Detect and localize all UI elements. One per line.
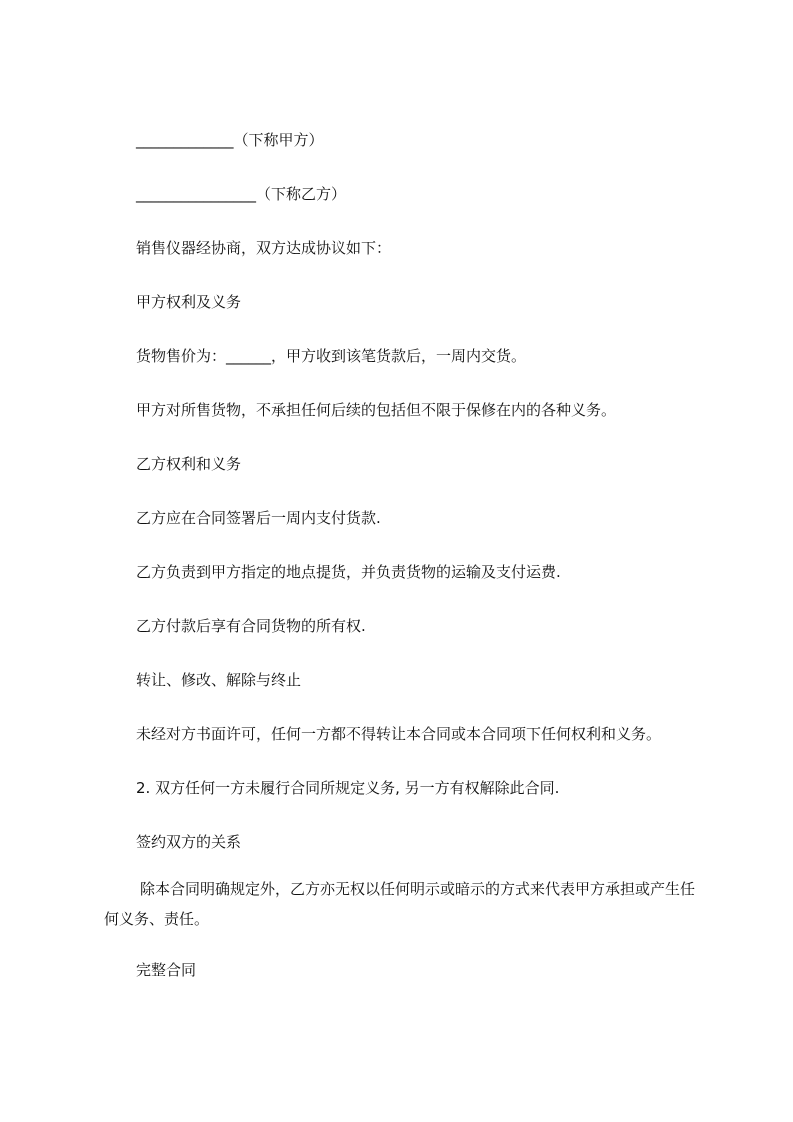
party-a-line: _____________（下称甲方） <box>136 131 324 149</box>
party-b-line: ________________（下称乙方） <box>136 185 347 203</box>
section-c-title: 转让、修改、解除与终止 <box>136 671 302 689</box>
a-item-1: 货物售价为：______，甲方收到该笔货款后，一周内交货。 <box>136 347 527 365</box>
d-item-1: 除本合同明确规定外，乙方亦无权以任何明示或暗示的方式来代表甲方承担或产生任何义务、责任。 <box>104 880 696 928</box>
b-item-2: 乙方负责到甲方指定的地点提货，并负责货物的运输及支付运费. <box>136 563 561 581</box>
intro-paragraph: 销售仪器经协商，双方达成协议如下： <box>136 239 392 257</box>
b-item-3: 乙方付款后享有合同货物的所有权. <box>136 617 366 635</box>
c-item-1: 未经对方书面许可，任何一方都不得转让本合同或本合同项下任何权利和义务。 <box>136 725 662 743</box>
section-d-title: 签约双方的关系 <box>136 833 242 851</box>
b-item-1: 乙方应在合同签署后一周内支付货款. <box>136 509 381 527</box>
section-a-title: 甲方权利及义务 <box>136 293 242 311</box>
section-e-title: 完整合同 <box>136 961 197 979</box>
section-b-title: 乙方权利和义务 <box>136 455 242 473</box>
a-item-2: 甲方对所售货物，不承担任何后续的包括但不限于保修在内的各种义务。 <box>136 401 617 419</box>
c-item-2: 2. 双方任何一方未履行合同所规定义务, 另一方有权解除此合同. <box>136 779 560 797</box>
